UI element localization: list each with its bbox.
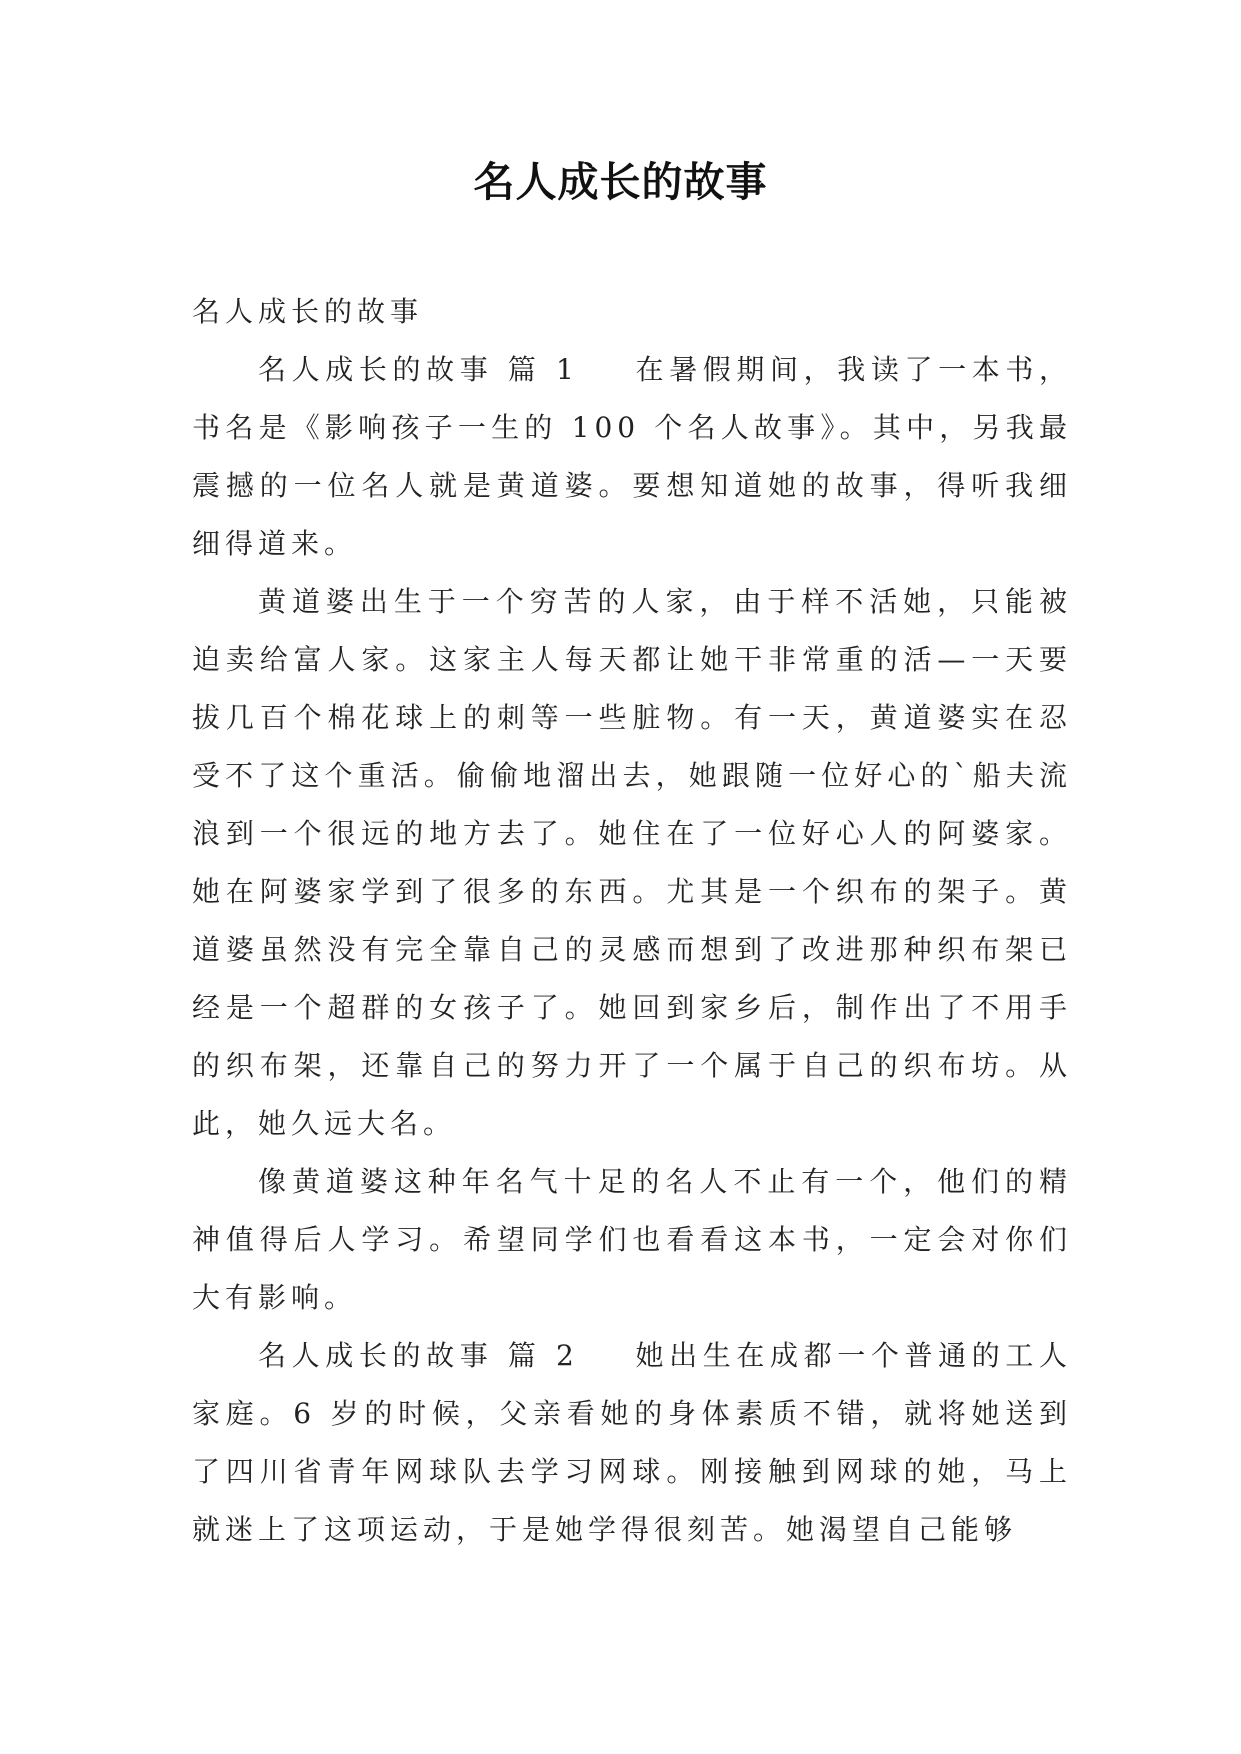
paragraph-1-text: 在暑假期间，我读了一本书，书名是《影响孩子一生的 100 个名人故事》。其中，另我最震撼的一位名人就是黄道婆。要想知道她的故事，得听我细细得道来。 xyxy=(192,353,1072,560)
paragraph-2: 黄道婆出生于一个穷苦的人家，由于样不活她，只能被迫卖给富人家。这家主人每天都让她干非常重的活—一天要拔几百个棉花球上的刺等一些脏物。有一天，黄道婆实在忍受不了这个重活。偷偷地溜出去，她跟随一位好心的`船夫流浪到一个很远的地方去了。她住在了一位好心人的阿婆家。她在阿婆家学到了很多的东西。尤其是一个织布的架子。黄道婆虽然没有完全靠自己的灵感而想到了改进那种织布架已经是一个超群的女孩子了。她回到家乡后，制作出了不用手的织布架，还靠自己的努力开了一个属于自己的织布坊。从此，她久远大名。 xyxy=(192,585,1072,1140)
paragraph-1 xyxy=(192,341,1072,573)
section-heading-1: 名人成长的故事 篇 1 xyxy=(258,353,579,386)
paragraph-3: 像黄道婆这种年名气十足的名人不止有一个，他们的精神值得后人学习。希望同学们也看看这本书，一定会对你们大有影响。 xyxy=(192,1165,1072,1314)
document-subtitle: 名人成长的故事 xyxy=(192,295,424,328)
paragraph-4 xyxy=(192,1327,1072,1559)
section-heading-2: 名人成长的故事 篇 2 xyxy=(258,1339,579,1372)
document-body xyxy=(192,283,1072,1559)
document-title: 名人成长的故事 xyxy=(473,158,768,206)
paragraph-4-text: 她出生在成都一个普通的工人家庭。6 岁的时候，父亲看她的身体素质不错，就将她送到了四川省青年网球队去学习网球。刚接触到网球的她，马上就迷上了这项运动，于是她学得很刻苦。她渴望自己能够 xyxy=(192,1339,1072,1546)
